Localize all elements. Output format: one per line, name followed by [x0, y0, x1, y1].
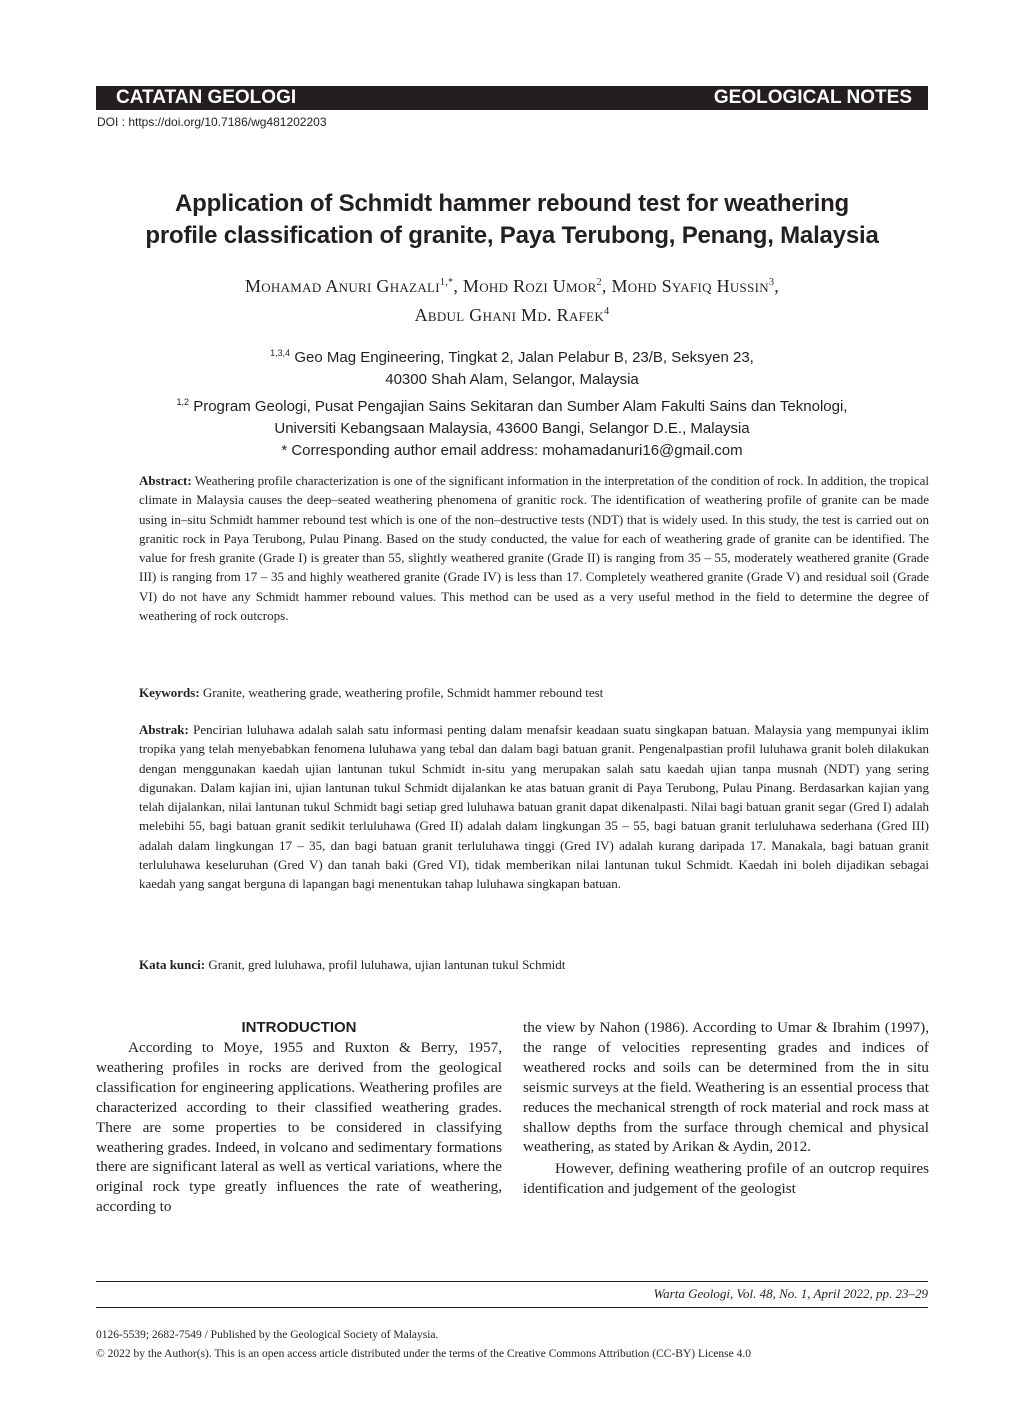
- abstract-malay: [139, 720, 929, 894]
- keywords-text: Granite, weathering grade, weathering profile, Schmidt hammer rebound test: [202, 685, 604, 700]
- author-name: Mohamad Anuri Ghazali: [244, 276, 440, 296]
- footer-divider: [96, 1307, 928, 1308]
- author-name: Mohd Rozi Umor: [462, 276, 597, 296]
- kata-kunci-text: Granit, gred luluhawa, profil luluhawa, ujian lantunan tukul Schmidt: [208, 957, 566, 972]
- affil-mark: 1,2: [176, 397, 190, 407]
- body-paragraph: According to Moye, 1955 and Ruxton & Berry, 1957, weathering profiles in rocks are derived from the geological classification for engineering applications. Weathering profiles are characterized according to their classified weathering grades. There are some properties to be considered in classifying weathering grades. Indeed, in volcano and sedimentary formations there are significant lateral as well as vertical variations, where the original rock type greatly influences the rate of weathering, according to: [96, 1039, 502, 1216]
- author-list: [96, 270, 928, 328]
- body-paragraph: However, defining weathering profile of an outcrop requires identification and judgement of the geologist: [523, 1160, 929, 1198]
- keywords-malay: [139, 955, 929, 974]
- affiliation-2-line-1: $^{1,2}$ Program Geologi, Pusat Pengajian Sains Sekitaran dan Sumber Alam Fakulti Sains dan Teknologi,: [176, 397, 848, 415]
- section-label-malay: CATATAN GEOLOGI: [116, 87, 297, 108]
- author-affil-mark: 2: [596, 277, 602, 288]
- abstrak-label: Abstrak:: [139, 722, 189, 737]
- footer-divider: [96, 1281, 928, 1282]
- kata-kunci-label: Kata kunci:: [139, 957, 206, 972]
- section-label-english: GEOLOGICAL NOTES: [713, 87, 912, 108]
- section-heading-introduction: INTRODUCTION: [241, 1019, 357, 1036]
- keywords-label: Keywords:: [139, 685, 200, 700]
- publisher-line: 0126-5539; 2682-7549 / Published by the Geological Society of Malaysia.: [96, 1329, 439, 1341]
- author-name: Mohd Syafiq Hussin: [611, 276, 769, 296]
- body-paragraph: the view by Nahon (1986). According to Umar & Ibrahim (1997), the range of velocities representing grades and indices of weathered rocks and soils can be determined from the in situ seismic surveys at the field. Weathering is an essential process that reduces the mechanical strength of rock material and rock mass at shallow depths from the surface through chemical and physical weathering, as stated by Arikan & Aydin, 2012.: [523, 1019, 929, 1156]
- author-affil-mark: 4: [604, 306, 610, 317]
- body-column-right: [523, 1018, 929, 1199]
- affil-mark: 1,3,4: [270, 348, 291, 358]
- abstract-text: Weathering profile characterization is one of the significant information in the interpretation of the condition of rock. In addition, the tropical climate in Malaysia causes the deep–seated weathering phenomena of granitic rock. The identification of weathering profile of granite can be made using in–situ Schmidt hammer rebound test which is one of the non–destructive tests (NDT) that is widely used. In this study, the test is carried out on granitic rock in Paya Terubong, Pulau Pinang. Based on the study conducted, the value for each of weathering grade of granite can be identified. The value for fresh granite (Grade I) is greater than 55, slightly weathered granite (Grade II) is ranging from 35 – 55, moderately weathered granite (Grade III) is ranging from 17 – 35 and highly weathered granite (Grade IV) is less than 17. Completely weathered granite (Grade V) and residual soil (Grade VI) do not have any Schmidt hammer rebound values. This method can be used as a very useful method in the field to determine the degree of weathering of rock outcrops.: [139, 473, 929, 624]
- author-line-2: [96, 299, 928, 328]
- author-affil-mark: 3: [768, 277, 775, 288]
- affiliation-1-line-1: $^{1,3,4}$ Geo Mag Engineering, Tingkat 2, Jalan Pelabur B, 23/B, Seksyen 23,: [270, 348, 754, 366]
- abstract-label: Abstract:: [139, 473, 192, 488]
- abstract-english: [139, 471, 929, 625]
- body-column-left: [96, 1018, 502, 1217]
- author-name: Abdul Ghani Md. Rafek: [414, 305, 605, 325]
- author-line-1: Mohamad Anuri Ghazali$^{1,*}$, Mohd Rozi Umor$^2$, Mohd Syafiq Hussin$^3$,: [244, 276, 780, 296]
- affiliation-1-line-2: 40300 Shah Alam, Selangor, Malaysia: [385, 371, 639, 388]
- abstrak-text: Pencirian luluhawa adalah salah satu informasi penting dalam menafsir keadaan suatu singkapan batuan. Malaysia yang mempunyai iklim tropika yang telah menyebabkan fenomena luluhawa yang tebal dan dalam bagi batuan granit. Pengenalpastian profil luluhawa granit boleh dilakukan dengan menggunakan kaedah ujian lantunan tukul Schmidt in-situ yang merupakan salah satu kaedah ujian tanpa musnah (NDT) yang sering digunakan. Dalam kajian ini, ujian lantunan tukul Schmidt dijalankan ke atas batuan granit di Paya Terubong, Pulau Pinang. Berdasarkan kajian yang telah dijalankan, nilai lantunan tukul Schmidt bagi setiap gred luluhawa batuan granit dapat dikenalpasti. Nilai bagi batuan granit segar (Gred I) adalah melebihi 55, bagi batuan granit sedikit terluluhawa (Gred II) adalah dalam lingkungan 35 – 55, bagi batuan granit terluluhawa sederhana (Gred III) adalah dalam lingkungan 17 – 35, dan bagi batuan granit terluluhawa tinggi (Gred IV) adalah kurang daripada 17. Manakala, bagi batuan granit terluluhawa keseluruhan (Gred V) dan tanah baki (Gred VI), tidak memberikan nilai lantunan tukul Schmidt. Kaedah ini boleh dijadikan sebagai kaedah yang sangat berguna di lapangan bagi menentukan tahap luluhawa singkapan batuan.: [139, 722, 930, 892]
- journal-citation: Warta Geologi, Vol. 48, No. 1, April 2022, pp. 23–29: [653, 1286, 928, 1301]
- corresponding-author: * Corresponding author email address: mohamadanuri16@gmail.com: [281, 442, 743, 459]
- affiliations: [96, 342, 928, 462]
- author-affil-mark: 1,*: [439, 277, 454, 288]
- keywords-english: [139, 683, 929, 702]
- affiliation-2-line-2: Universiti Kebangsaan Malaysia, 43600 Bangi, Selangor D.E., Malaysia: [274, 420, 750, 437]
- doi-link[interactable]: DOI : https://doi.org/10.7186/wg481202203: [97, 115, 327, 129]
- title-line-2: profile classification of granite, Paya Terubong, Penang, Malaysia: [145, 222, 879, 249]
- paper-title: [96, 188, 928, 252]
- title-line-1: Application of Schmidt hammer rebound test for weathering: [175, 190, 849, 217]
- journal-section-header: [96, 86, 928, 110]
- license-line: © 2022 by the Author(s). This is an open access article distributed under the terms of the Creative Commons Attribution (CC-BY) License 4.0: [96, 1348, 751, 1360]
